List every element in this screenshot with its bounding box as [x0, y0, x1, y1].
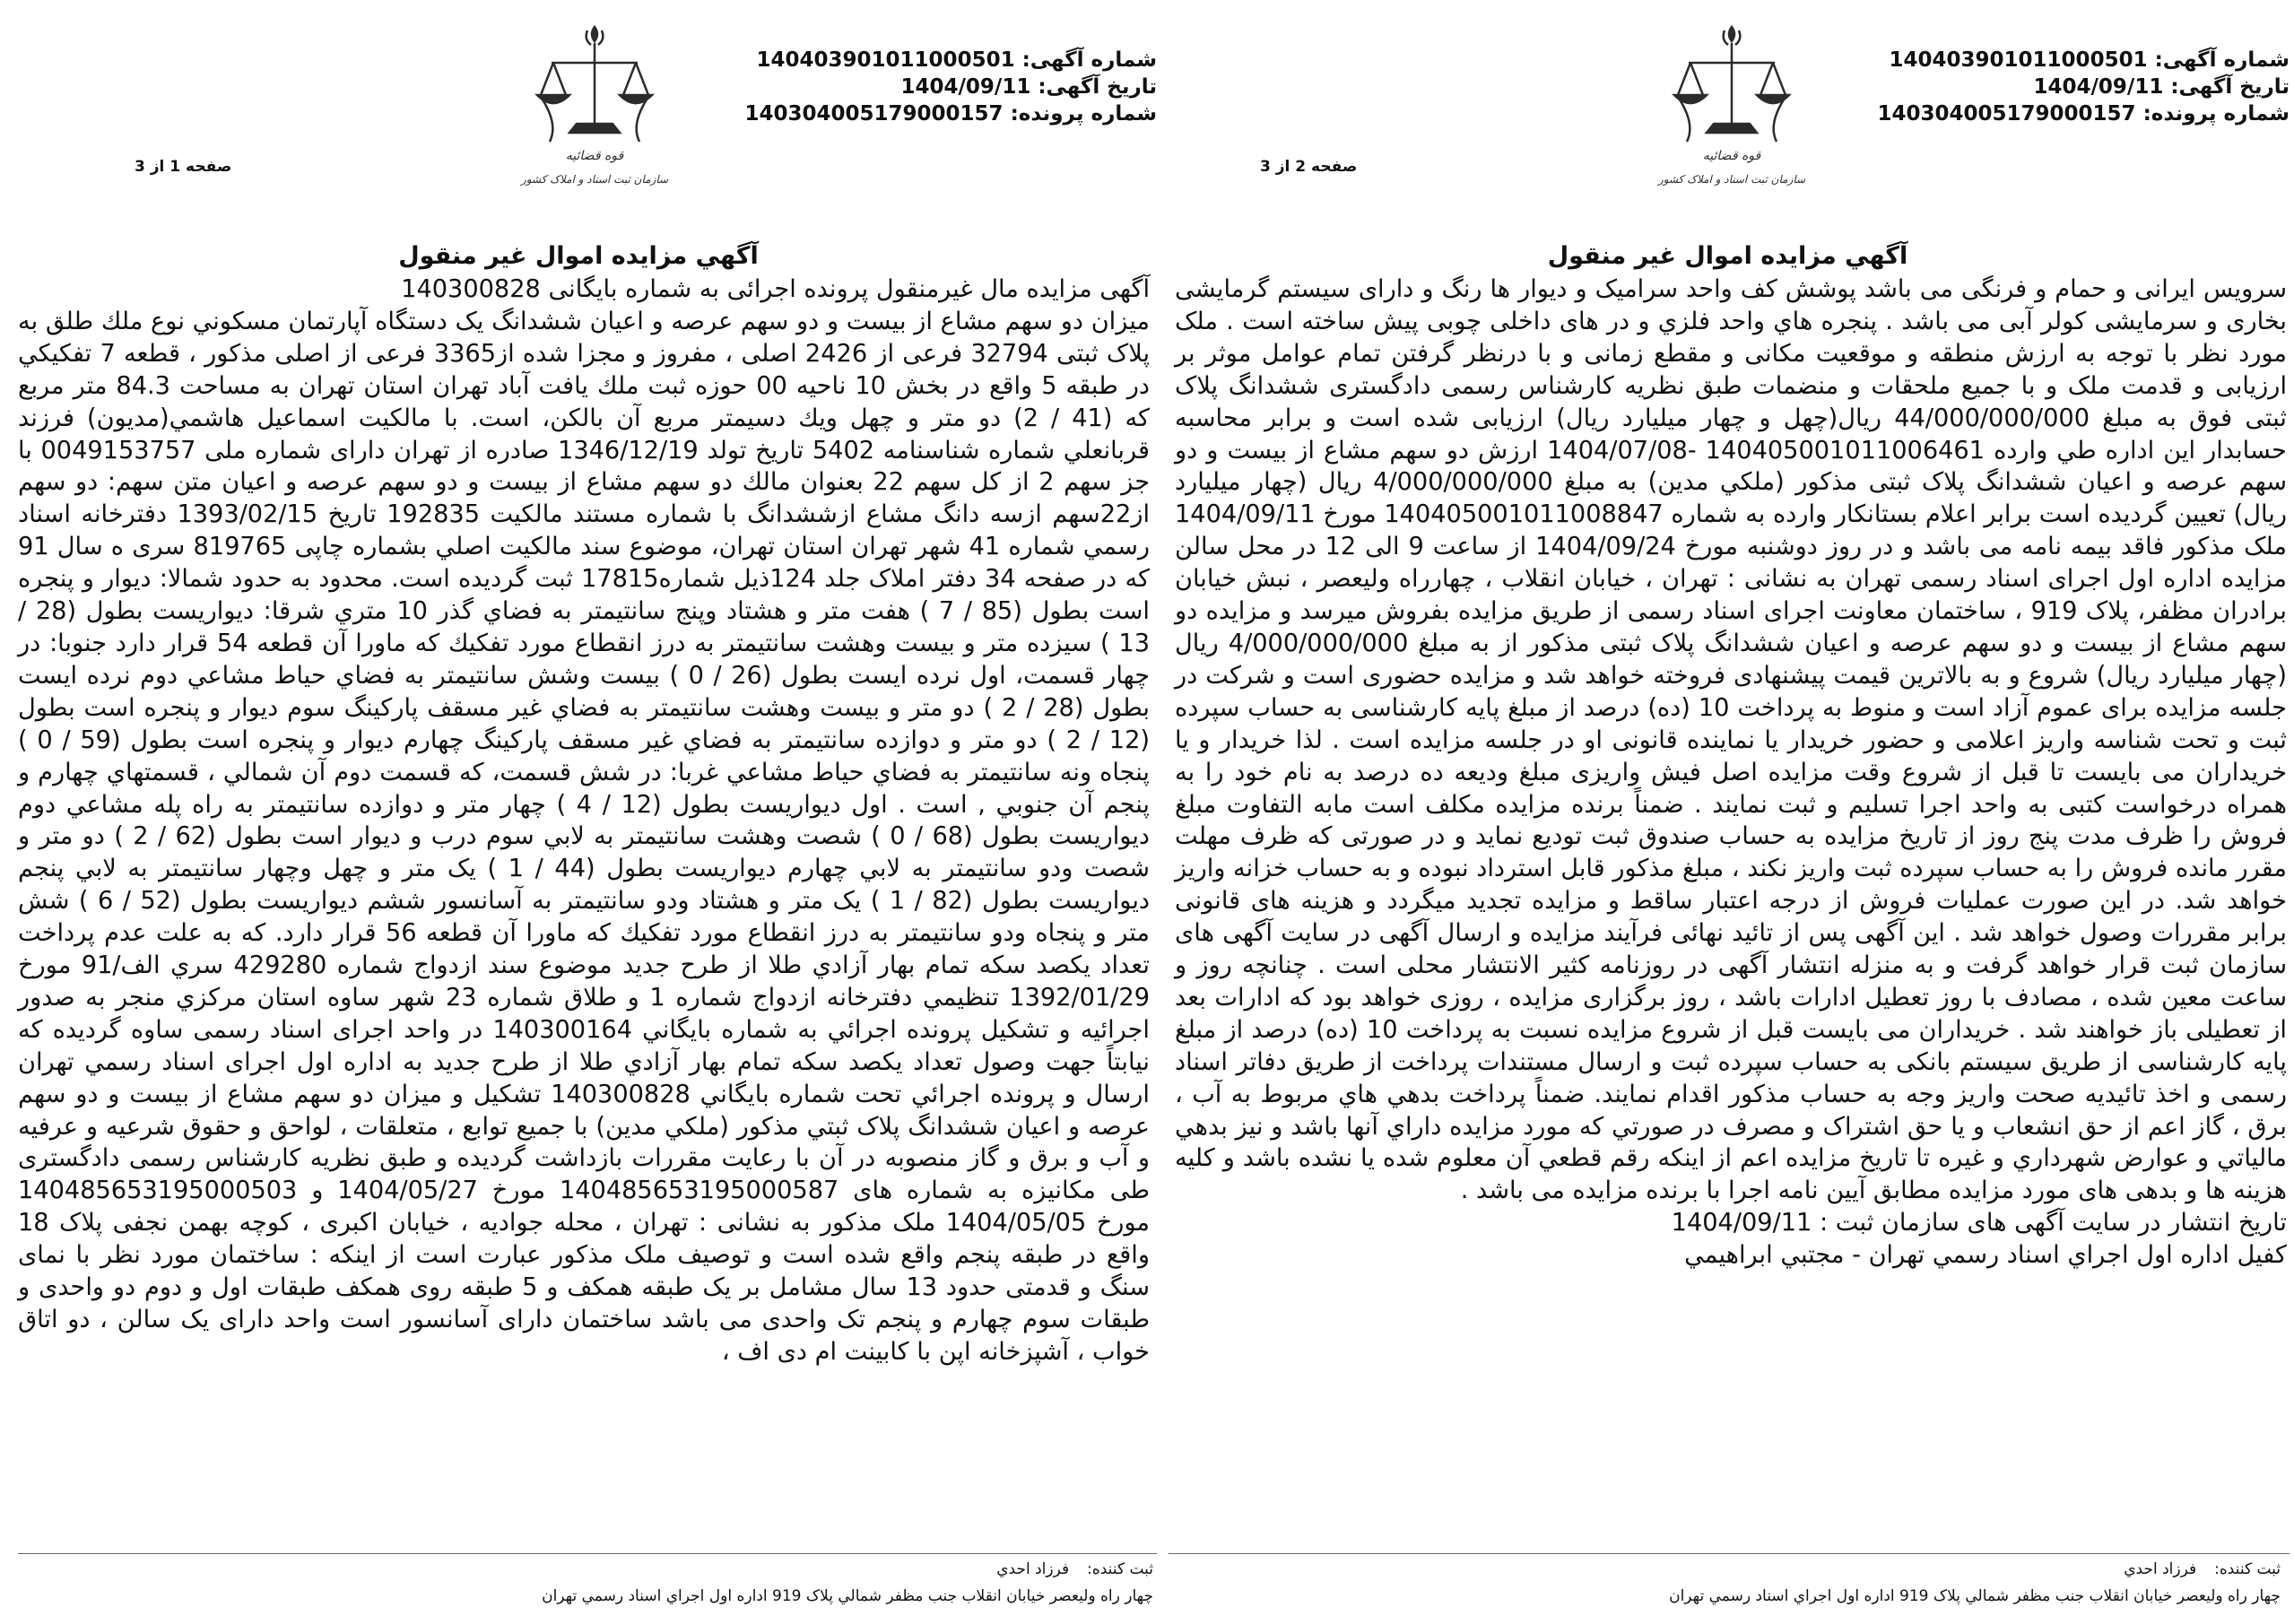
registrar-name: فرزاد احدي — [996, 1560, 1070, 1578]
notice-meta — [1769, 47, 2290, 127]
notice-date: 1404/09/11 — [2033, 75, 2164, 99]
office-address: چهار راه وليعصر خيابان انقلاب جنب مظفر شمالي پلاک 919 اداره اول اجراي اسناد رسمي تهران — [1669, 1587, 2281, 1605]
notice-number-row: شماره آگهی:140403901011000501 — [756, 48, 1157, 72]
footer-divider — [1169, 1553, 2290, 1554]
notice-date-row: تاریخ آگهی:1404/09/11 — [900, 75, 1157, 99]
notice-number: 140403901011000501 — [1889, 48, 2148, 72]
registrar-name: فرزاد احدي — [2124, 1560, 2197, 1578]
office-address: چهار راه وليعصر خيابان انقلاب جنب مظفر شمالي پلاک 919 اداره اول اجراي اسناد رسمي تهران — [542, 1587, 1153, 1605]
judiciary-lettering: قوه قضائیه — [565, 149, 624, 163]
file-number: 140304005179000157 — [744, 102, 1004, 126]
registrar: ثبت كننده:فرزاد احدي — [2124, 1560, 2281, 1578]
page-number: صفحه 1 از 3 — [135, 158, 232, 176]
organization-lettering: سازمان ثبت اسناد و املاک کشور — [1657, 173, 1806, 186]
file-number-row: شماره پرونده:140304005179000157 — [1877, 102, 2290, 126]
page-two — [1161, 0, 2294, 1624]
paragraph: سرويس ايرانی و حمام و فرنگی می باشد پوشش کف واحد سراميک و ديوار ها رنگ و دارای سيستم گرمايشی بخاری و سرمايشی کولر آبی می باشد . پنجره هاي واحد فلزي و در های داخلی چوبی پيش ساخته است . ملک مورد نظر با توجه به ارزش منطقه و موقعيت مکانی و مقطع زمانی و با درنظر گرفتن تمام عوامل موثر بر ارزيابی و قدمت ملک و با جميع ملحقات و منضمات طبق نظريه کارشناس رسمی دادگستری ششدانگ پلاک ثبتی فوق به مبلغ 44/000/000/000 ريال(چهل و چهار ميليارد ريال) ارزيابی شده است و برابر محاسبه حسابدار اين اداره طي وارده 140405001011006461 -1404/07/08 ارزش دو سهم مشاع از بيست و دو سهم عرصه و اعيان ششدانگ پلاک ثبتی مذکور (ملکي مدين) به مبلغ 4/000/000/000 ريال (چهار ميليارد ريال) تعيين گرديده است برابر اعلام بستانكار وارده به شماره 140405001011008847 مورخ 1404/09/11 ملک مذکور فاقد بيمه نامه می باشد و در روز دوشنبه مورخ 1404/09/24 از ساعت 9 الی 12 در محل سالن مزايده اداره اول اجرای اسناد رسمی تهران به نشانی : تهران ، خيابان انقلاب ، چهارراه وليعصر ، نبش خيابان برادران مظفر، پلاک 919 ، ساختمان معاونت اجرای اسناد رسمی از طريق مزايده بفروش ميرسد و مزايده دو سهم مشاع از بيست و دو سهم عرصه و اعيان ششدانگ پلاک ثبتی مذکور از به مبلغ 4/000/000/000 ريال (چهار ميليارد ريال) شروع و به بالاترين قيمت پيشنهادی فروخته خواهد شد و مزايده حضوری است و شرکت در جلسه مزايده برای عموم آزاد است و منوط به پرداخت 10 (ده) درصد از مبلغ پايه کارشناسی به حساب سپرده ثبت و تحت شناسه واريز اعلامی و حضور خريدار يا نماينده قانونی او در جلسه مزايده است . لذا خريدار و يا خريداران می بايست تا قبل از شروع وقت مزايده اصل فيش واريزی مبلغ وديعه ده درصد به نام خود را به همراه درخواست کتبی به واحد اجرا تسليم و ثبت نمايند . ضمناً برنده مزايده مکلف است مابه التفاوت مبلغ فروش را ظرف مدت پنج روز از تاريخ مزايده به حساب صندوق ثبت توديع نمايد و در صورتی که ظرف مهلت مقرر مانده فروش را به حساب سپرده ثبت واريز نکند ، مبلغ مذکور قابل استرداد نبوده و به حساب خزانه واريز خواهد شد. در اين صورت عمليات فروش از درجه اعتبار ساقط و مزايده تجديد ميگردد و هزينه های قانونی برابر مقررات وصول خواهد شد . اين آگهی پس از تائيد نهائی فرآيند مزايده و ارسال آگهی در سايت آگهی های سازمان ثبت قرار خواهد گرفت و به منزله انتشار آگهی در روزنامه کثير الانتشار محلی است . چنانچه روز و ساعت معين شده ، مصادف با روز تعطيل ادارات باشد ، روز برگزاری مزايده ، روزی خواهد بود که ادارات بعد از تعطيلی باز خواهند شد . خريداران می بايست قبل از شروع مزايده نسبت به پرداخت 10 (ده) درصد از مبلغ پايه کارشناسی از طريق سيستم بانکی به حساب سپرده ثبت و ارسال مستندات پرداخت از طريق دفاتر اسناد رسمی و اخذ تائيديه صحت واريز وجه به حساب مذکور اقدام نمايند. ضمناً پرداخت بدهي هاي مربوط به آب ، برق ، گاز اعم از حق انشعاب و يا حق اشتراک و مصرف در صورتي که مورد مزايده داراي آنها باشد و نيز بدهي مالياتي و عوارض شهرداري و غيره تا تاريخ مزايده اعم از اينکه رقم قطعي آن معلوم شده يا نشده باشد و کليه هزينه ها و بدهی های مورد مزايده مطابق آيين نامه اجرا با برنده مزايده می باشد . — [1175, 275, 2287, 1205]
paragraph: آگهی مزایده مال غیرمنقول پرونده اجرائی به شماره بایگانی 140300828 — [401, 275, 1150, 303]
file-number-row: شماره پرونده:140304005179000157 — [744, 102, 1157, 126]
notice-number: 140403901011000501 — [756, 48, 1015, 72]
document-title: آگهي مزايده اموال غير منقول — [398, 242, 759, 270]
notice-meta — [637, 47, 1157, 127]
registrar: ثبت كننده:فرزاد احدي — [996, 1560, 1153, 1578]
judiciary-emblem-icon — [516, 7, 686, 204]
document-title: آگهي مزايده اموال غير منقول — [1547, 242, 1908, 270]
page-number: صفحه 2 از 3 — [1260, 158, 1358, 176]
judiciary-lettering: قوه قضائیه — [1702, 149, 1761, 163]
notice-body — [18, 274, 1150, 1368]
organization-lettering: سازمان ثبت اسناد و املاک کشور — [520, 173, 669, 186]
signatory-line: کفيل اداره اول اجراي اسناد رسمي تهران - مجتبي ابراهيمي — [1684, 1241, 2287, 1270]
judiciary-emblem-icon — [1653, 7, 1823, 204]
paragraph: میزان دو سهم مشاع از بیست و دو سهم عرصه و اعیان ششدانگ یک دستگاه آپارتمان مسكوني نوع ملك طلق به پلاک ثبتی 32794 فرعی از 2426 اصلی ، مفروز و مجزا شده از3365 فرعی از اصلی مذکور ، قطعه 7 تفكيكي در طبقه 5 واقع در بخش 10 ناحيه 00 حوزه ثبت ملك يافت آباد تهران استان تهران به مساحت 84.3 متر مربع كه (41 / 2) دو متر و چهل ويك دسيمتر مربع آن بالكن، است. با مالکیت اسماعيل هاشمي(مدیون) فرزند قربانعلي شماره شناسنامه 5402 تاريخ تولد 1346/12/19 صادره از تهران دارای شماره ملی 0049153757 با جز سهم 2 از كل سهم 22 بعنوان مالك دو سهم مشاع از بيست و دو سهم عرصه و اعيان متن سهم: دو سهم از22سهم ازسه دانگ مشاع ازششدانگ با شماره مستند مالکیت 192835 تاريخ 1393/02/15 دفترخانه اسناد رسمي شماره 41 شهر تهران استان تهران، موضوع سند مالکیت اصلي بشماره چاپی 819765 سری ه سال 91 كه در صفحه 34 دفتر املاک جلد 124ذیل شماره17815 ثبت گرديده است. محدود به حدود شمالا: ديوار و پنجره است بطول (85 / 7 ) هفت متر و هشتاد وپنج سانتيمتر به فضاي گذر 10 متري شرقا: ديواريست بطول (28 / 13 ) سيزده متر و بيست وهشت سانتيمتر به درز انقطاع مورد تفكيك كه ماورا آن قطعه 54 قرار دارد جنوبا: در چهار قسمت، اول نرده ايست بطول (26 / 0 ) بيست وشش سانتيمتر به فضاي حياط مشاعي دوم نرده ايست بطول (28 / 2 ) دو متر و بيست وهشت سانتيمتر به فضاي غير مسقف پاركينگ سوم ديوار و پنجره است بطول (12 / 2 ) دو متر و دوازده سانتيمتر به فضاي غير مسقف پاركينگ چهارم ديوار و پنجره است بطول (59 / 0 ) پنجاه ونه سانتيمتر به فضاي حياط مشاعي غربا: در شش قسمت، كه قسمت دوم آن شمالي ، قسمتهاي چهارم و پنجم آن جنوبي , است . اول ديواريست بطول (12 / 4 ) چهار متر و دوازده سانتيمتر به راه پله مشاعي دوم ديواريست بطول (68 / 0 ) شصت وهشت سانتيمتر به لابي سوم درب و ديوار است بطول (62 / 2 ) دو متر و شصت ودو سانتيمتر به لابي چهارم ديواريست بطول (44 / 1 ) يک متر و چهل وچهار سانتيمتر به لابي پنجم ديواريست بطول (82 / 1 ) يک متر و هشتاد ودو سانتيمتر به آسانسور ششم ديواريست بطول (52 / 6 ) شش متر و پنجاه ودو سانتيمتر به درز انقطاع مورد تفكيك كه ماورا آن قطعه 56 قرار دارد. كه به علت عدم پرداخت تعداد يکصد سکه تمام بهار آزادي طلا از طرح جديد موضوع سند ازدواج شماره 429280 سري الف/91 مورخ 1392/01/29 تنظيمي دفترخانه ازدواج شماره 1 و طلاق شماره 23 شهر ساوه استان مركزي منجر به صدور اجرائيه و تشکيل پرونده اجرائي به شماره بايگاني 140300164 در واحد اجرای اسناد رسمی ساوه گرديده كه نيابتاً جهت وصول تعداد يکصد سکه تمام بهار آزادي طلا از طرح جديد به اداره اول اجرای اسناد رسمي تهران ارسال و پرونده اجرائي تحت شماره بايگاني 140300828 تشکيل و ميزان دو سهم مشاع از بيست و دو سهم عرصه و اعيان ششدانگ پلاک ثبتي مذکور (ملكي مدين) با جميع توابع ، متعلقات ، لواحق و حقوق شرعيه و عرفيه و آب و برق و گاز منصوبه در آن با رعايت مقررات بازداشت گرديده و طبق نظريه کارشناس رسمی دادگستری طی مکانيزه به شماره های 140485653195000587 مورخ 1404/05/27 و 140485653195000503 مورخ 1404/05/05 ملک مذکور به نشانی : تهران ، محله جواديه ، خيابان اكبری ، كوچه بهمن نجفی پلاک 18 واقع در طبقه پنجم واقع شده است و توصيف ملک مذکور عبارت است از اينکه : ساختمان مورد نظر با نمای سنگ و قدمتی حدود 13 سال مشامل بر يک طبقه همکف و 5 طبقه روی همکف طبقات اول و دوم دو واحدی و طبقات سوم چهارم و پنجم تک واحدی می باشد ساختمان دارای آسانسور است واحد دارای یک سالن ، دو اتاق خواب ، آشپزخانه اپن با کابينت ام دی اف ، — [18, 307, 1151, 1366]
file-number: 140304005179000157 — [1877, 102, 2136, 126]
notice-date-row: تاریخ آگهی:1404/09/11 — [2033, 75, 2290, 99]
publication-date-line: تاريخ انتشار در سايت آگهی های سازمان ثبت : 1404/09/11 — [1671, 1209, 2287, 1238]
notice-body — [1175, 274, 2287, 1272]
notice-number-row: شماره آگهی:140403901011000501 — [1889, 48, 2290, 72]
notice-date: 1404/09/11 — [900, 75, 1031, 99]
footer-divider — [18, 1553, 1157, 1554]
